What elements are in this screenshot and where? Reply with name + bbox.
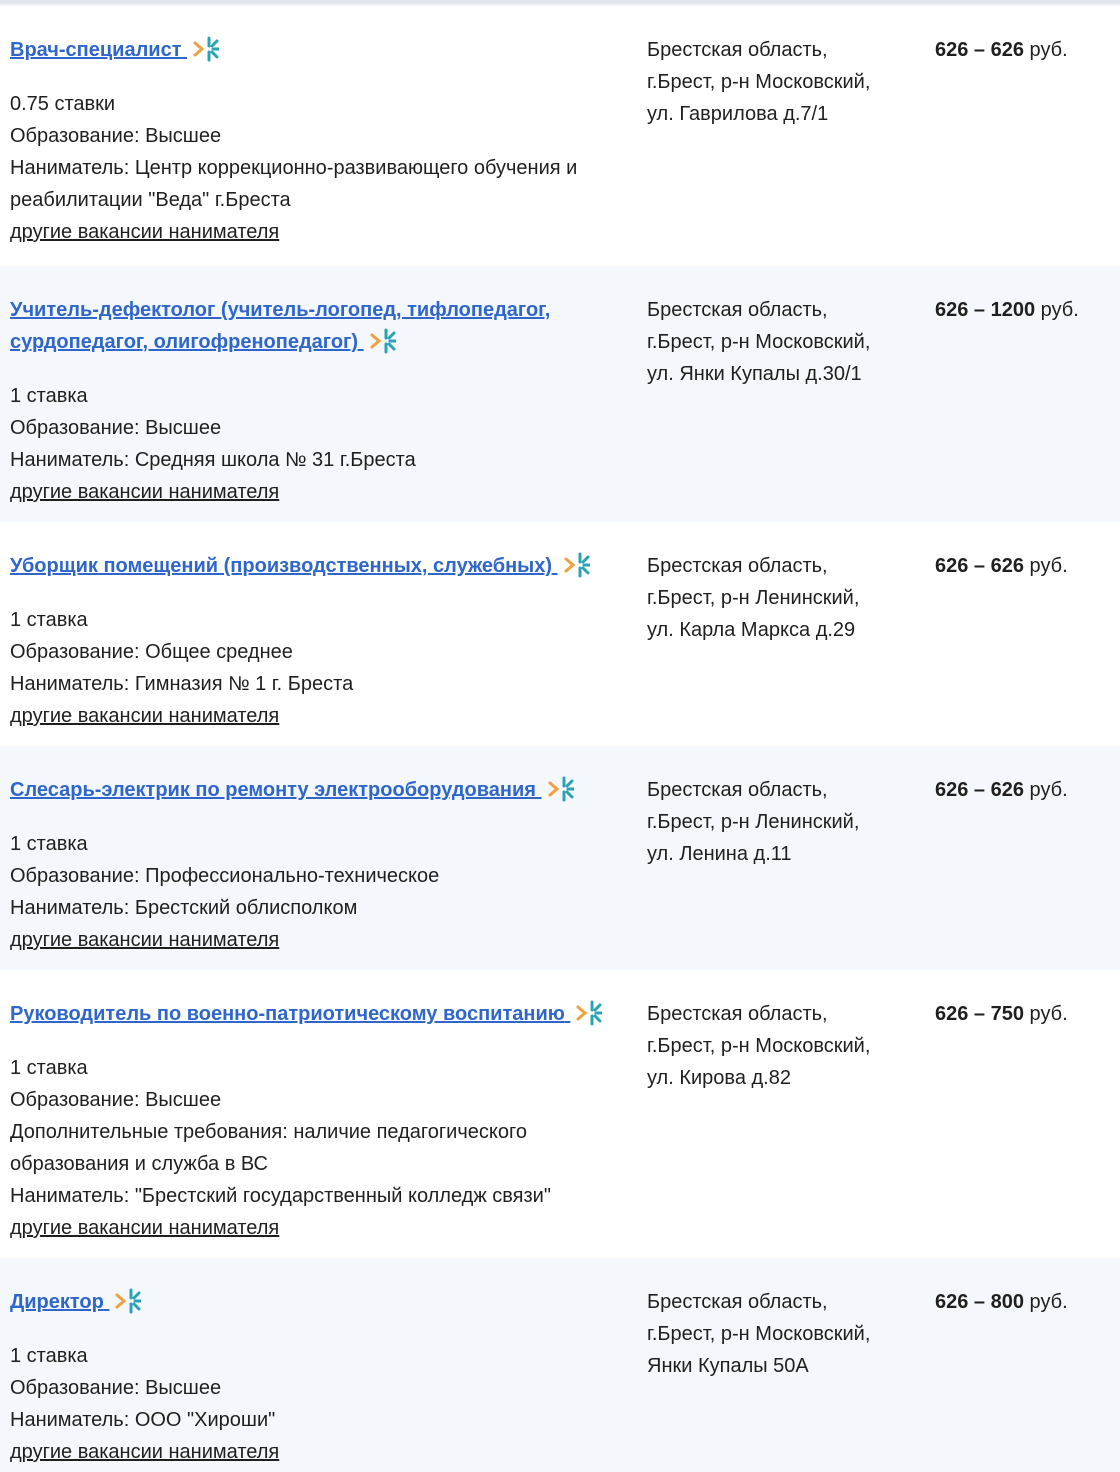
vacancy-row [0, 6, 1120, 266]
vacancy-education: Образование: Высшее [10, 1089, 222, 1111]
vacancy-rate: 1 ставка [10, 833, 88, 855]
vacancy-row [0, 746, 1120, 970]
vacancy-rate: 1 ставка [10, 609, 88, 631]
vacancy-list [0, 6, 1120, 1472]
address-line: ул. Карла Маркса д.29 [647, 619, 856, 641]
vacancy-education: Образование: Профессионально-техническое [10, 865, 440, 887]
sparkle-icon [564, 552, 590, 578]
vacancy-address [647, 998, 935, 1258]
vacancy-education: Образование: Общее среднее [10, 641, 293, 663]
vacancy-title-link[interactable]: Руководитель по военно-патриотическому воспитанию [10, 1003, 565, 1025]
vacancy-rate: 1 ставка [10, 385, 88, 407]
vacancy-info [10, 34, 647, 266]
vacancy-title-link[interactable]: Врач-специалист [10, 39, 182, 61]
other-vacancies-link[interactable]: другие вакансии нанимателя [10, 1217, 280, 1239]
vacancy-row [0, 970, 1120, 1258]
sparkle-icon [193, 36, 219, 62]
vacancy-salary: 626 – 1200 руб. [935, 299, 1079, 321]
address-line: г.Брест, р-н Московский, [647, 331, 871, 353]
address-line: Брестская область, [647, 39, 828, 61]
address-line: г.Брест, р-н Московский, [647, 1323, 871, 1345]
vacancy-address [647, 294, 935, 522]
vacancy-salary: 626 – 626 руб. [935, 39, 1068, 61]
address-line: г.Брест, р-н Московский, [647, 1035, 871, 1057]
vacancy-address [647, 34, 935, 266]
vacancy-row [0, 1258, 1120, 1472]
other-vacancies-link[interactable]: другие вакансии нанимателя [10, 1441, 280, 1463]
vacancy-info [10, 294, 647, 522]
vacancy-address [647, 1286, 935, 1472]
vacancy-title-link[interactable]: Директор [10, 1291, 104, 1313]
vacancy-rate: 1 ставка [10, 1057, 88, 1079]
address-line: Брестская область, [647, 555, 828, 577]
address-line: Брестская область, [647, 1291, 828, 1313]
vacancy-employer: Наниматель: Брестский облисполком [10, 897, 358, 919]
other-vacancies-link[interactable]: другие вакансии нанимателя [10, 929, 280, 951]
vacancy-education: Образование: Высшее [10, 1377, 222, 1399]
address-line: г.Брест, р-н Ленинский, [647, 811, 860, 833]
address-line: г.Брест, р-н Московский, [647, 71, 871, 93]
vacancy-address [647, 774, 935, 970]
vacancy-address [647, 550, 935, 746]
vacancy-salary: 626 – 750 руб. [935, 1003, 1068, 1025]
vacancy-employer: Наниматель: ООО "Хироши" [10, 1409, 276, 1431]
address-line: Янки Купалы 50А [647, 1355, 809, 1377]
vacancy-info [10, 550, 647, 746]
sparkle-icon [548, 776, 574, 802]
vacancy-title-link[interactable]: Уборщик помещений (производственных, служебных) [10, 555, 553, 577]
vacancy-employer: Наниматель: Средняя школа № 31 г.Бреста [10, 449, 416, 471]
address-line: г.Брест, р-н Ленинский, [647, 587, 860, 609]
other-vacancies-link[interactable]: другие вакансии нанимателя [10, 221, 280, 243]
address-line: ул. Гаврилова д.7/1 [647, 103, 829, 125]
vacancy-row [0, 266, 1120, 522]
vacancy-rate: 0.75 ставки [10, 93, 116, 115]
vacancy-salary: 626 – 800 руб. [935, 1291, 1068, 1313]
vacancy-education: Образование: Высшее [10, 417, 222, 439]
vacancy-title-link[interactable]: Учитель-дефектолог (учитель-логопед, тифлопедагог, сурдопедагог, олигофренопедагог) [10, 299, 551, 353]
vacancy-salary: 626 – 626 руб. [935, 779, 1068, 801]
vacancy-title-link[interactable]: Слесарь-электрик по ремонту электрооборудования [10, 779, 536, 801]
vacancy-row [0, 522, 1120, 746]
sparkle-icon [370, 328, 396, 354]
vacancy-employer: Наниматель: Гимназия № 1 г. Бреста [10, 673, 354, 695]
vacancy-requirements: Дополнительные требования: наличие педагогического образования и служба в ВС [10, 1121, 527, 1175]
other-vacancies-link[interactable]: другие вакансии нанимателя [10, 481, 280, 503]
vacancy-info [10, 774, 647, 970]
vacancy-employer: Наниматель: Центр коррекционно-развивающего обучения и реабилитации "Веда" г.Бреста [10, 157, 578, 211]
vacancy-info [10, 998, 647, 1258]
address-line: ул. Ленина д.11 [647, 843, 792, 865]
address-line: ул. Кирова д.82 [647, 1067, 791, 1089]
sparkle-icon [576, 1000, 602, 1026]
address-line: Брестская область, [647, 1003, 828, 1025]
vacancy-education: Образование: Высшее [10, 125, 222, 147]
vacancy-salary: 626 – 626 руб. [935, 555, 1068, 577]
other-vacancies-link[interactable]: другие вакансии нанимателя [10, 705, 280, 727]
vacancy-info [10, 1286, 647, 1472]
sparkle-icon [115, 1288, 141, 1314]
address-line: Брестская область, [647, 299, 828, 321]
vacancy-rate: 1 ставка [10, 1345, 88, 1367]
vacancy-employer: Наниматель: "Брестский государственный колледж связи" [10, 1185, 551, 1207]
address-line: Брестская область, [647, 779, 828, 801]
address-line: ул. Янки Купалы д.30/1 [647, 363, 862, 385]
